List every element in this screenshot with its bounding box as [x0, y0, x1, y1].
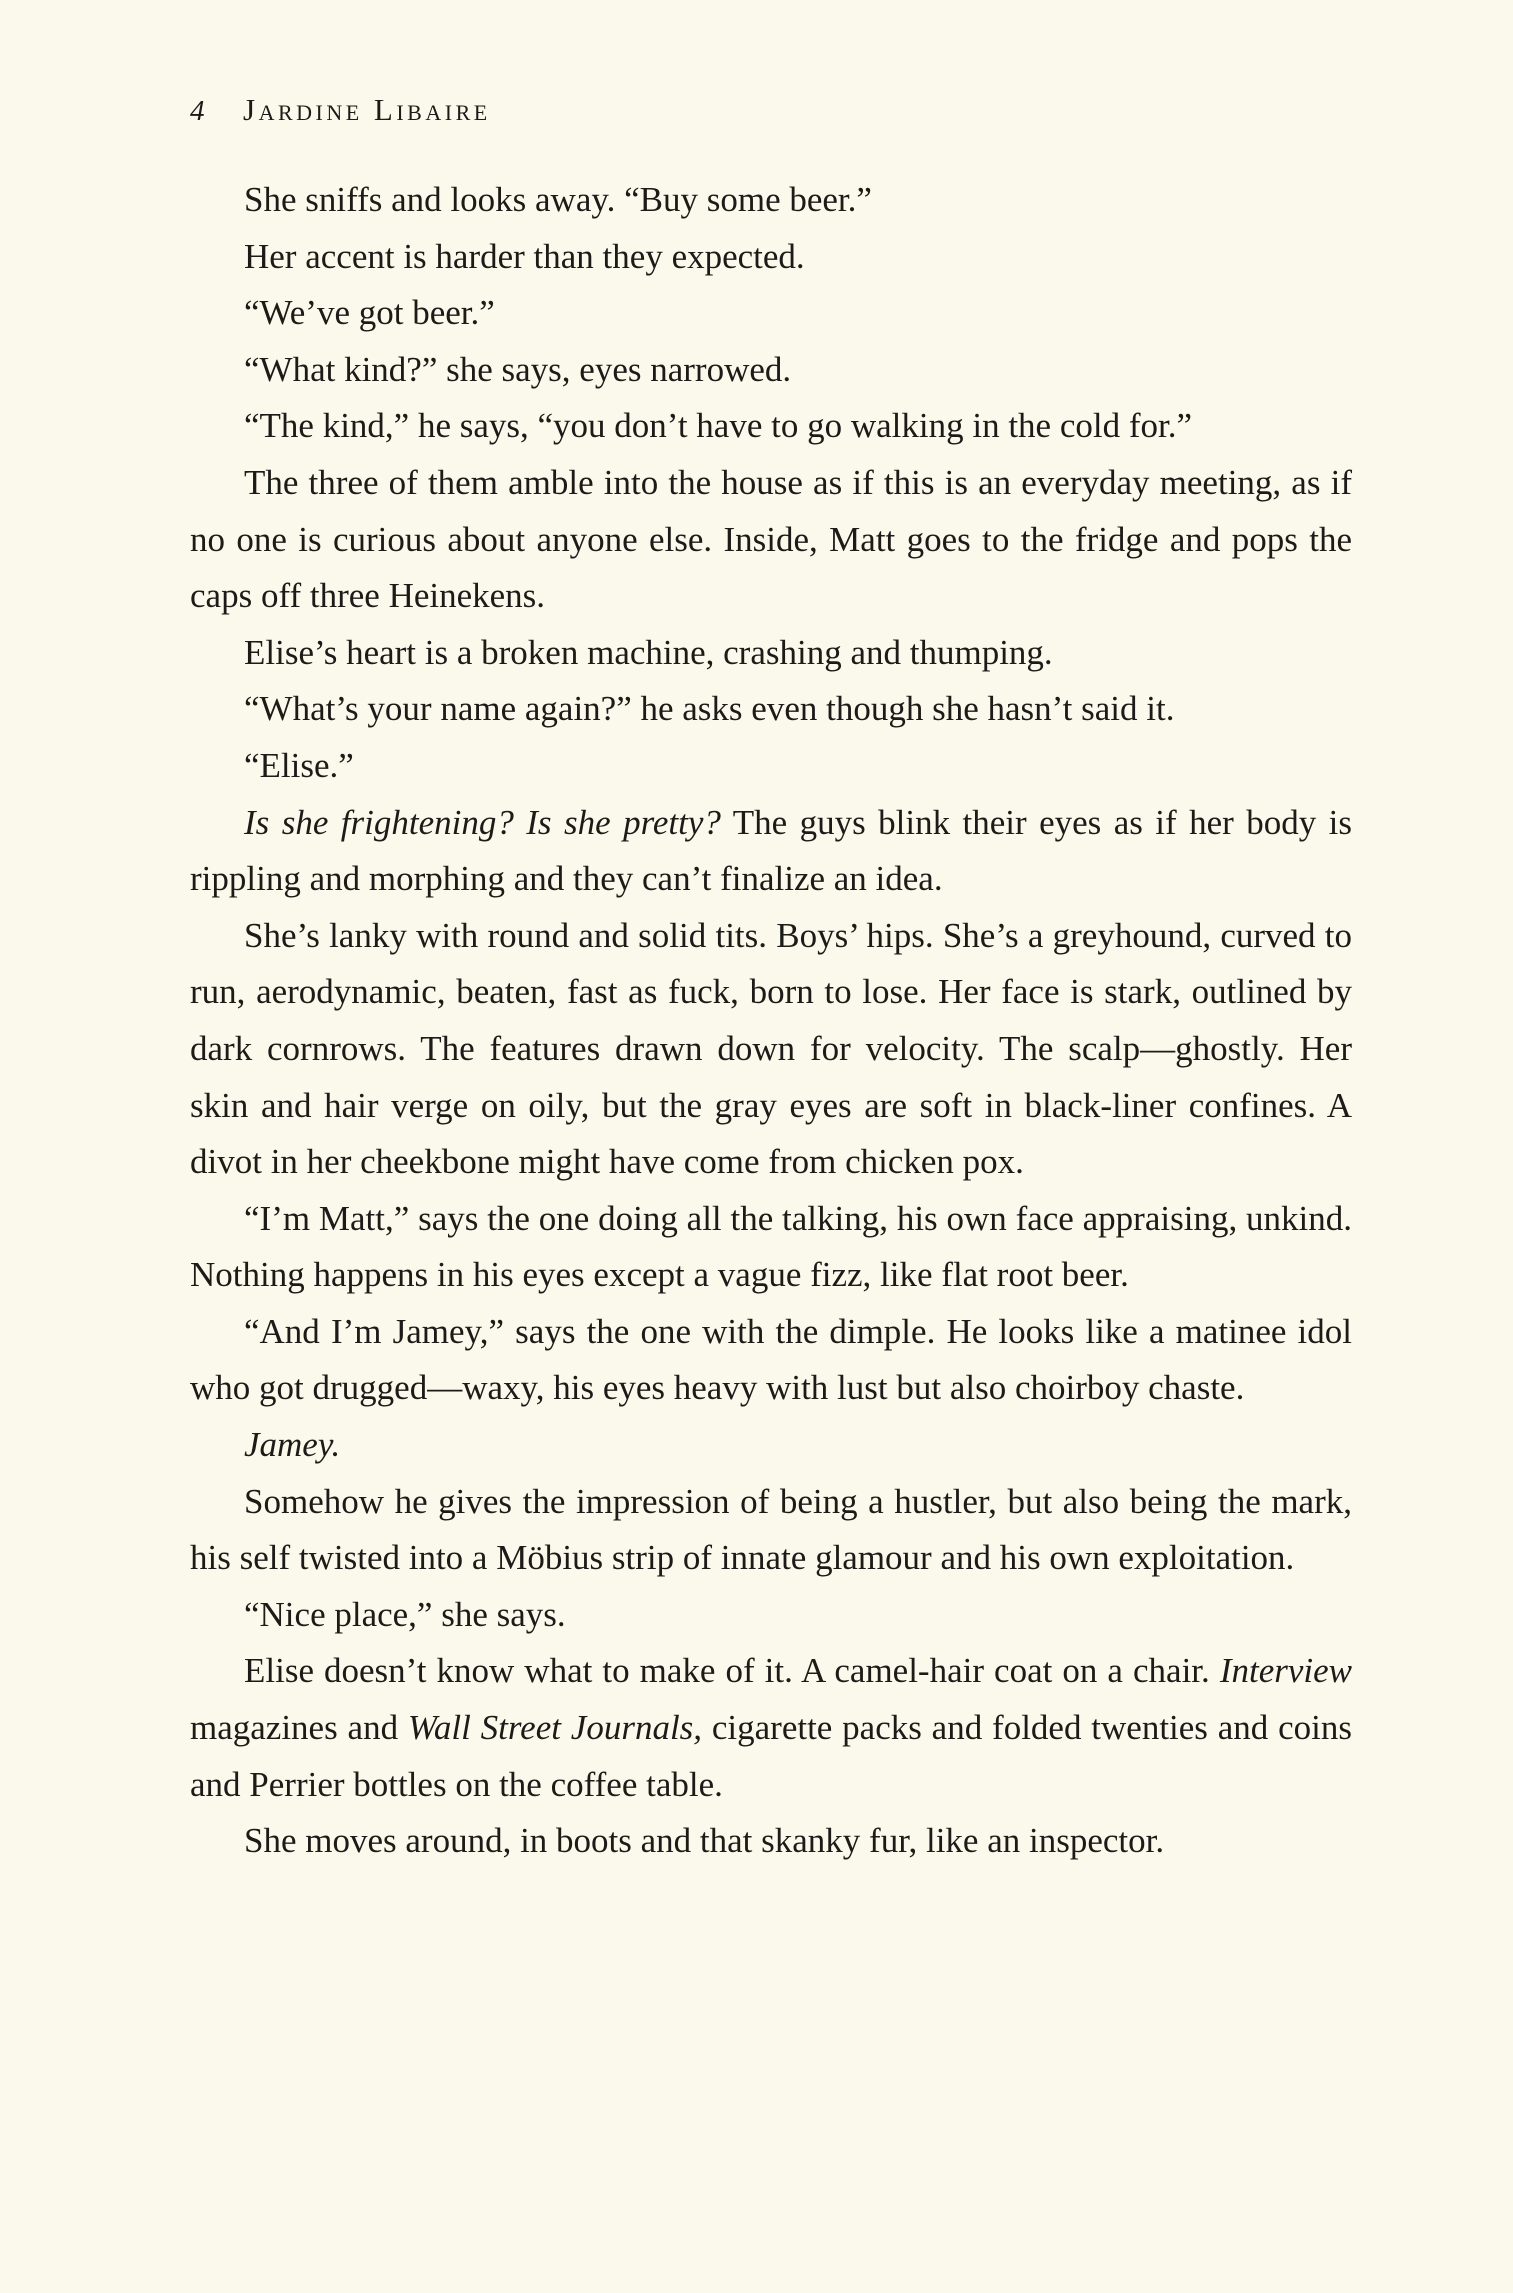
paragraph	[190, 229, 1352, 286]
text-run: “What’s your name again?” he asks even though she hasn’t said it.	[244, 689, 1175, 729]
paragraph	[190, 1191, 1352, 1304]
text-run: “The kind,” he says, “you don’t have to go walking in the cold for.”	[244, 406, 1193, 446]
paragraph	[190, 908, 1352, 1191]
paragraph	[190, 1643, 1352, 1813]
running-head-author: Jardine Libaire	[243, 92, 491, 127]
text-run: Somehow he gives the impression of being a hustler, but also being the mark, his self twisted into a Möbius strip of innate glamour and his own exploitation.	[190, 1481, 1352, 1578]
text-run: “We’ve got beer.”	[244, 293, 495, 333]
running-head	[190, 92, 491, 132]
paragraph	[190, 172, 1352, 229]
paragraph	[190, 1417, 1352, 1474]
paragraph	[190, 681, 1352, 738]
italic-text: Wall Street Journals,	[407, 1708, 703, 1748]
text-run: She sniffs and looks away. “Buy some beer.”	[244, 180, 872, 219]
text-run: The guys blink their eyes as if her body is rippling and morphing and they can’t finalize an idea.	[190, 802, 1352, 899]
text-run: She moves around, in boots and that skanky fur, like an inspector.	[244, 1821, 1165, 1861]
text-run: She’s lanky with round and solid tits. Boys’ hips. She’s a greyhound, curved to run, aerodynamic, beaten, fast as fuck, born to lose. Her face is stark, outlined by dark cornrows. The features drawn down for velocity. The scalp—ghostly. Her skin and hair verge on oily, but the gray eyes are soft in black-liner confines. A divot in her cheekbone might have come from chicken pox.	[190, 915, 1352, 1182]
paragraph	[190, 738, 1352, 795]
paragraph	[190, 625, 1352, 682]
page-number: 4	[190, 95, 205, 127]
paragraph	[190, 398, 1352, 455]
text-run: Elise’s heart is a broken machine, crashing and thumping.	[244, 632, 1053, 672]
paragraph	[190, 1304, 1352, 1417]
text-run: “Elise.”	[244, 745, 354, 785]
text-run: “And I’m Jamey,” says the one with the dimple. He looks like a matinee idol who got drugged—waxy, his eyes heavy with lust but also choirboy chaste.	[190, 1311, 1352, 1408]
text-run: “What kind?” she says, eyes narrowed.	[244, 349, 792, 389]
paragraph	[190, 455, 1352, 625]
paragraph	[190, 1587, 1352, 1644]
text-run: cigarette packs and folded twenties and coins and Perrier bottles on the coffee table.	[190, 1708, 1352, 1804]
text-run: magazines and	[190, 1708, 408, 1748]
paragraph	[190, 1474, 1352, 1587]
paragraph	[190, 342, 1352, 399]
paragraph	[190, 795, 1352, 908]
paragraph	[190, 1813, 1352, 1870]
text-run: “I’m Matt,” says the one doing all the talking, his own face appraising, unkind. Nothing happens in his eyes except a vague fizz, like flat root beer.	[190, 1198, 1352, 1295]
italic-text: Jamey.	[244, 1425, 341, 1465]
paragraph	[190, 285, 1352, 342]
italic-text: Is she frightening? Is she pretty?	[244, 802, 721, 842]
text-run: Her accent is harder than they expected.	[244, 236, 805, 276]
body-text	[190, 172, 1352, 1870]
text-run: “Nice place,” she says.	[244, 1594, 566, 1634]
text-run: The three of them amble into the house as if this is an everyday meeting, as if no one is curious about anyone else. Inside, Matt goes to the fridge and pops the caps off three Heinekens.	[190, 462, 1352, 616]
text-run: Elise doesn’t know what to make of it. A camel-hair coat on a chair.	[244, 1651, 1220, 1691]
italic-text: Interview	[1219, 1651, 1352, 1691]
